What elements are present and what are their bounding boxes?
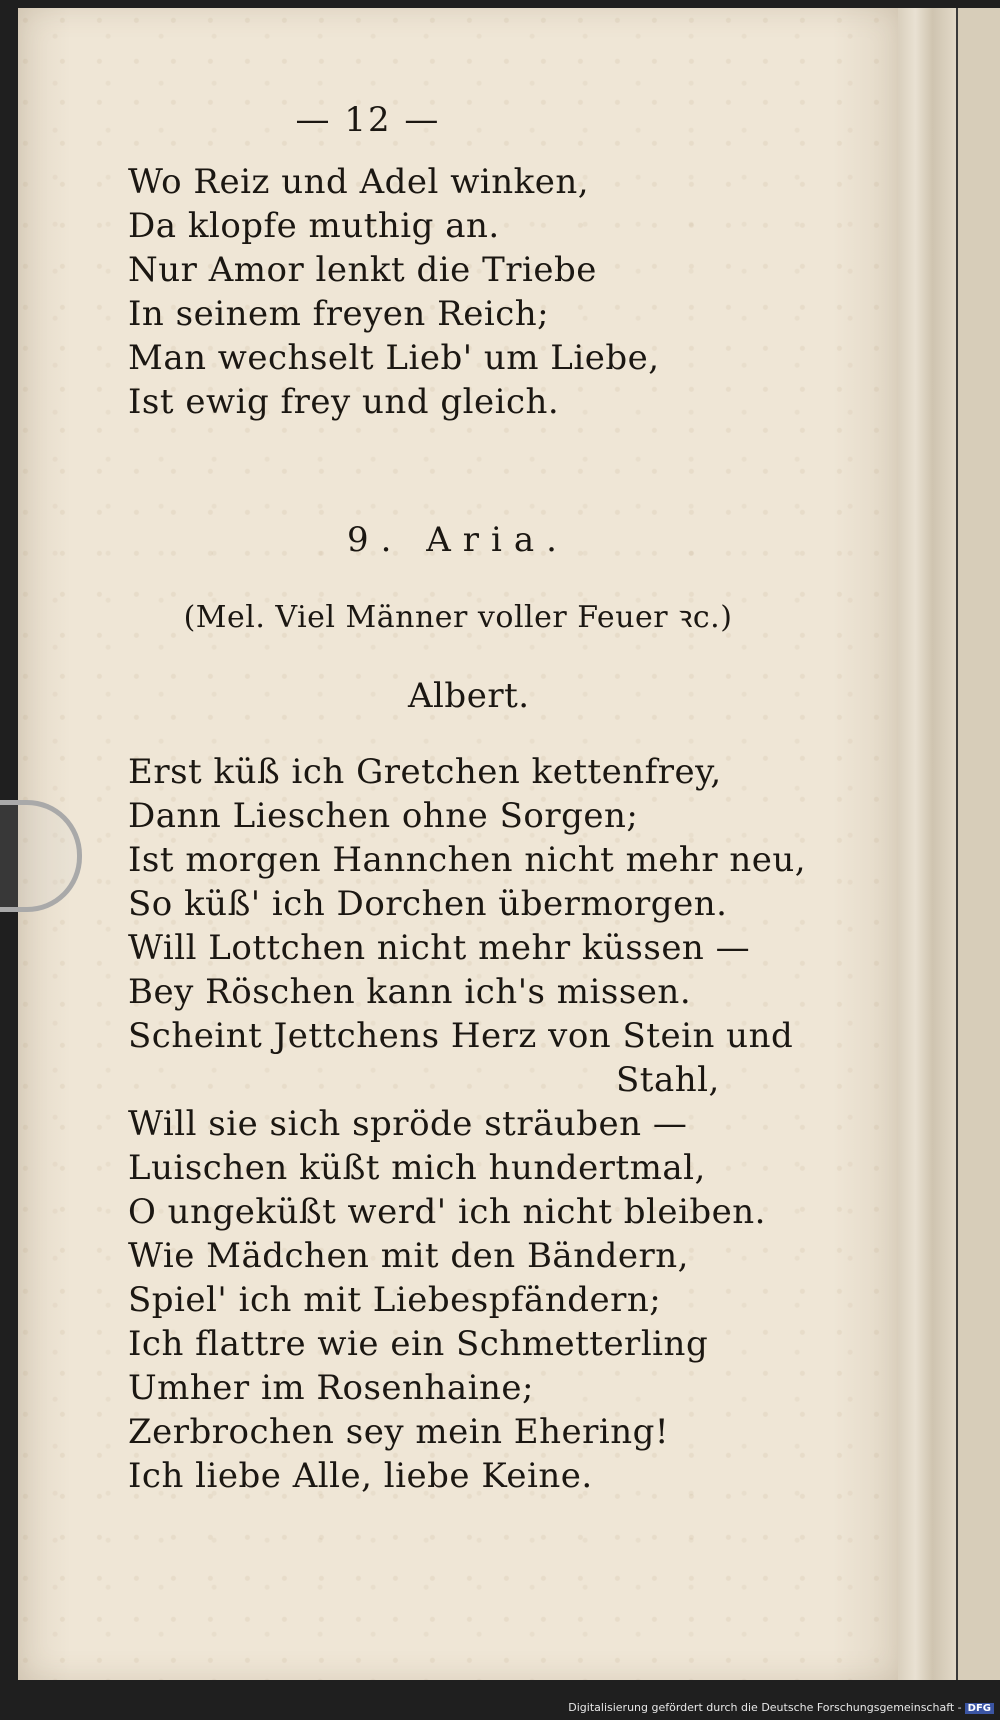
verse-line-continuation: Stahl,: [616, 1060, 720, 1100]
dfg-logo: DFG: [965, 1703, 994, 1714]
verse-line: Will sie sich spröde sträuben —: [128, 1104, 688, 1144]
verse-line: Bey Röschen kann ich's missen.: [128, 972, 692, 1012]
verse-line: Will Lottchen nicht mehr küssen —: [128, 928, 751, 968]
verse-line: Ich liebe Alle, liebe Keine.: [128, 1456, 593, 1496]
next-page-edge: [956, 8, 1000, 1680]
verse-line: Wo Reiz und Adel winken,: [128, 162, 590, 202]
verse-line: Da klopfe muthig an.: [128, 206, 500, 246]
verse-line: Nur Amor lenkt die Triebe: [128, 250, 597, 290]
speaker-name: Albert.: [408, 676, 530, 716]
verse-line: Wie Mädchen mit den Bändern,: [128, 1236, 689, 1276]
verse-line: Spiel' ich mit Liebespfändern;: [128, 1280, 662, 1320]
verse-line: Ist ewig frey und gleich.: [128, 382, 560, 422]
verse-line: Scheint Jettchens Herz von Stein und: [128, 1016, 794, 1056]
verse-line: O ungeküßt werd' ich nicht bleiben.: [128, 1192, 766, 1232]
verse-line: Luischen küßt mich hundertmal,: [128, 1148, 706, 1188]
page-edge-stack: [898, 8, 956, 1680]
verse-line: So küß' ich Dorchen übermorgen.: [128, 884, 728, 924]
page-number: — 12 —: [295, 100, 441, 140]
verse-line: Umher im Rosenhaine;: [128, 1368, 534, 1408]
verse-line: Ich flattre wie ein Schmetterling: [128, 1324, 709, 1364]
verse-line: In seinem freyen Reich;: [128, 294, 550, 334]
melody-note: (Mel. Viel Männer voller Feuer ꝛc.): [183, 600, 733, 635]
verse-line: Man wechselt Lieb' um Liebe,: [128, 338, 660, 378]
verse-line: Zerbrochen sey mein Ehering!: [128, 1412, 670, 1452]
digitization-credit: [568, 1701, 994, 1714]
verse-line: Dann Lieschen ohne Sorgen;: [128, 796, 639, 836]
verse-line: Erst küß ich Gretchen kettenfrey,: [128, 752, 722, 792]
credit-text: Digitalisierung gefördert durch die Deutsche Forschungsgemeinschaft -: [568, 1701, 962, 1714]
aria-heading: 9. Aria.: [346, 520, 569, 560]
verse-line: Ist morgen Hannchen nicht mehr neu,: [128, 840, 807, 880]
